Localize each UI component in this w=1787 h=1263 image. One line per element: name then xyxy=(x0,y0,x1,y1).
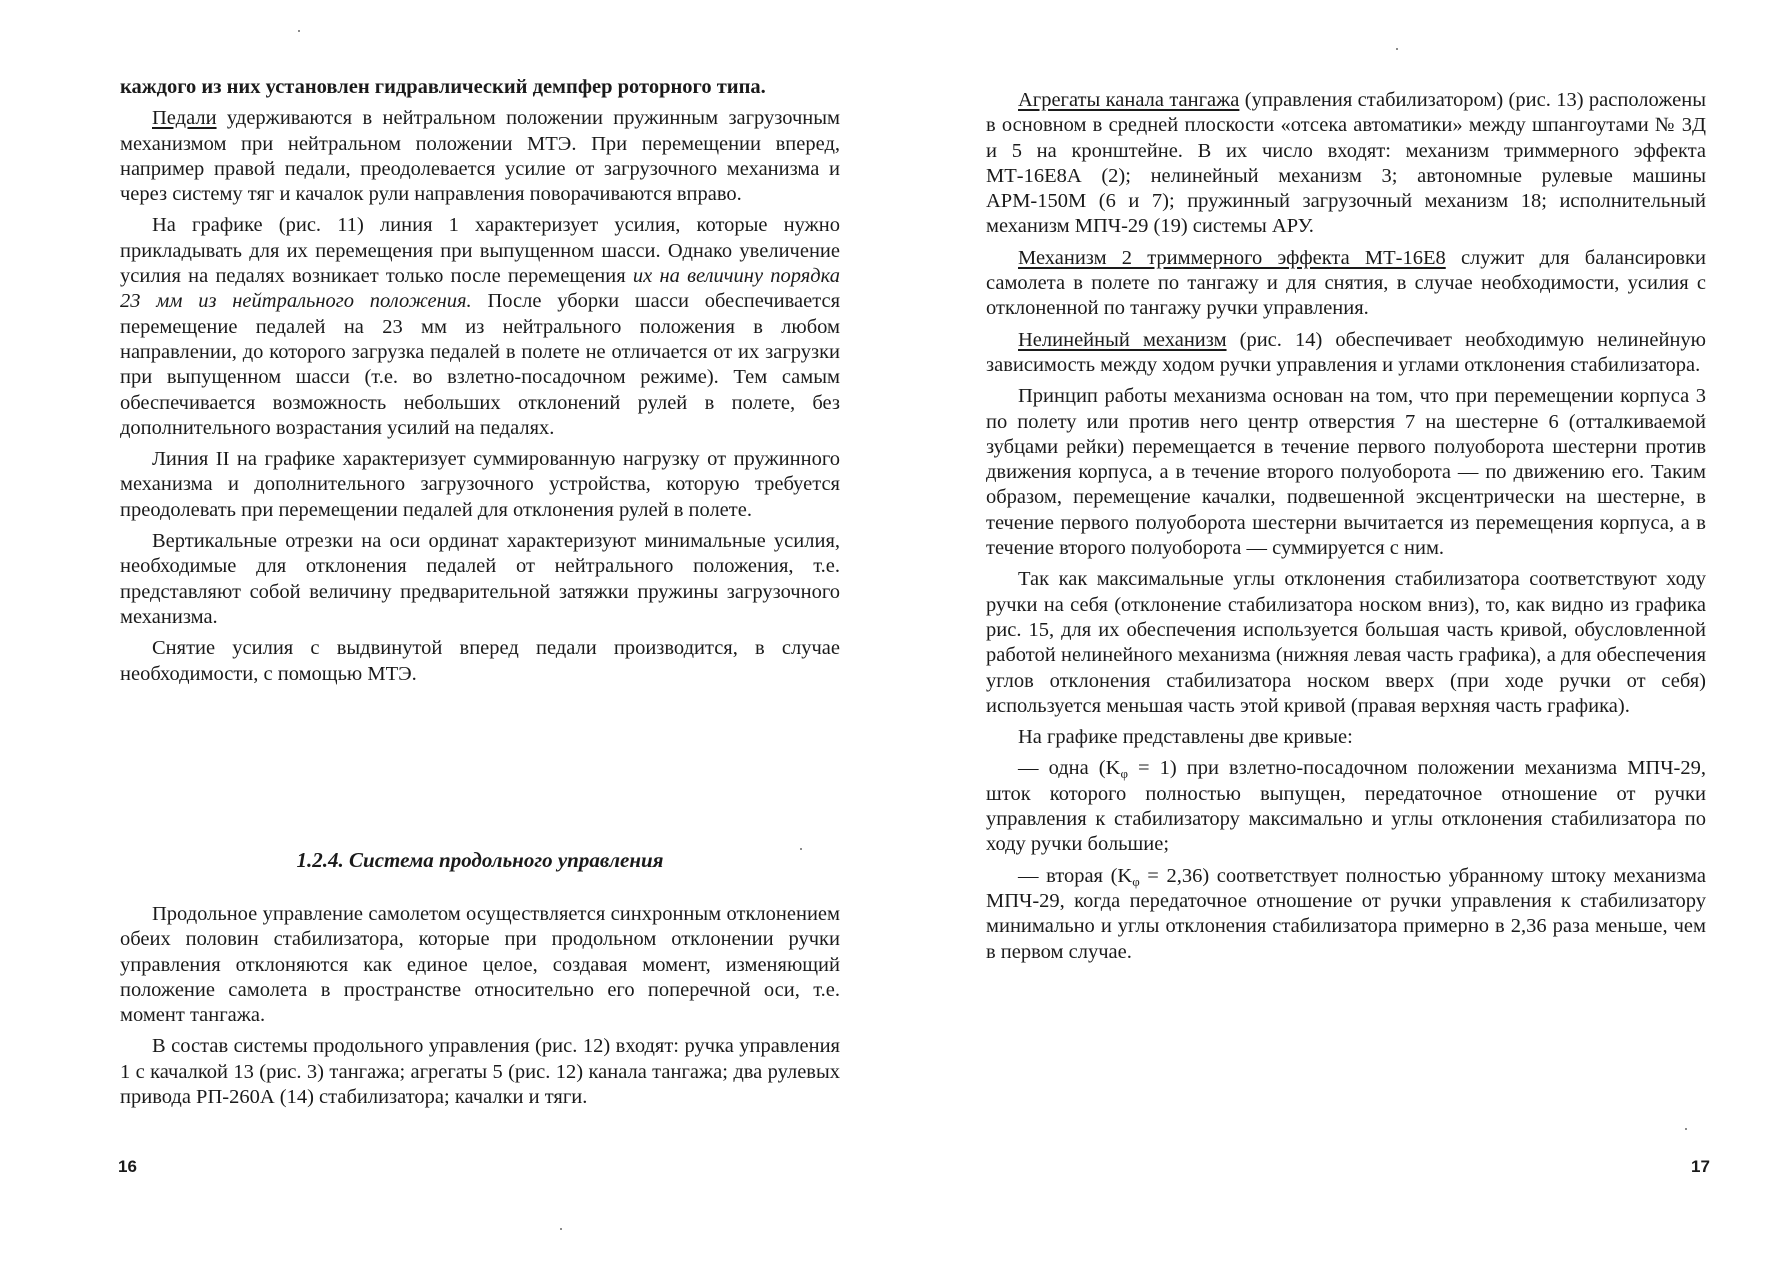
trim-paragraph xyxy=(986,246,1706,322)
graph-text-italic: их на величину порядка 23 мм из нейтрального положения. xyxy=(120,265,840,313)
trim-term: Механизм 2 триммерного эффекта МТ-16Е8 xyxy=(1018,246,1446,269)
curve1-subscript: φ xyxy=(1120,766,1128,782)
scan-speck xyxy=(800,848,802,850)
graph-paragraph xyxy=(120,213,840,441)
pedals-paragraph xyxy=(120,106,840,207)
curve2-subscript: φ xyxy=(1132,873,1140,889)
curve2-text-a: — вторая (K xyxy=(1018,864,1133,887)
scan-speck xyxy=(298,30,300,32)
nonlinear-term: Нелинейный механизм xyxy=(1018,328,1227,351)
left-text-bottom xyxy=(120,902,840,1116)
right-text xyxy=(986,88,1706,971)
principle-paragraph: Принцип работы механизма основан на том, что при перемещении корпуса 3 по полету или против него центр отверстия 7 на шестерне 6 (отталкиваемой зубцами рейки) перемещается в течение первого полуоборота шестерни против движения корпуса, а в течение второго полуоборота — по движению его. Таким образом, перемещение качалки, подвешенной эксцентрически на шестерне, в течение первого полуоборота шестерни вычитается из перемещения корпуса, а в течение второго полуоборота — суммируется с ним. xyxy=(986,385,1706,560)
right-page xyxy=(893,0,1787,1263)
line2-paragraph: Линия II на графике характеризует суммированную нагрузку от пружинного механизма и дополнительного загрузочного устройства, которую требуется преодолевать при перемещении педалей для отклонения рулей в полете. xyxy=(120,448,840,521)
graph-text-b: После уборки шасси обеспечивается перемещение педалей на 23 мм из нейтрального положения в любом направлении, до которого загрузка педалей в полете не отличается от их загрузки при выпущенном шасси (т.е. во взлетно-посадочном режиме). Тем самым обеспечивается возможность небольших отклонений рулей в полете, без дополнительного возрастания усилий на педалях. xyxy=(120,290,840,439)
longitudinal-paragraph: Продольное управление самолетом осуществляется синхронным отклонением обеих половин стабилизатора, которые при продольном отклонении ручки управления отклоняются как единое целое, создавая момент, изменяющий положение самолета в пространстве относительно его поперечной оси, т.е. момент тангажа. xyxy=(120,903,840,1027)
pedals-text: удерживаются в нейтральном положении пружинным загрузочным механизмом при нейтральном положении МТЭ. При перемещении вперед, например правой педали, преодолевается усилие от загрузочного механизма и через систему тяг и качалок рули направления поворачиваются вправо. xyxy=(120,107,840,206)
trim-text: служит для балансировки самолета в полете по тангажу и для снятия, в случае необходимости, усилия с отклоненной по тангажу ручки управления. xyxy=(986,246,1706,320)
nonlinear-paragraph xyxy=(986,328,1706,379)
left-text-top xyxy=(120,75,840,693)
scan-speck xyxy=(560,1228,562,1230)
section-heading: 1.2.4. Система продольного управления xyxy=(296,848,664,872)
scan-speck xyxy=(1396,48,1398,50)
graph-text-a: На графике (рис. 11) линия 1 характеризует усилия, которые нужно прикладывать для их перемещения при выпущенном шасси. Однако увеличение усилия на педалях возникает только после перемещения xyxy=(120,214,840,288)
pedals-term: Педали xyxy=(152,107,217,130)
scan-speck xyxy=(1685,1128,1687,1130)
nonlinear-text: (рис. 14) обеспечивает необходимую нелинейную зависимость между ходом ручки управления и углами отклонения стабилизатора. xyxy=(986,328,1706,376)
two-curves-paragraph: На графике представлены две кривые: xyxy=(1018,726,1353,749)
aggregates-term: Агрегаты канала тангажа xyxy=(1018,89,1240,111)
curve1-text-b: = 1) при взлетно-посадочном положении механизма МПЧ-29, шток которого полностью выпущен, передаточное отношение от ручки управления к стабилизатору максимально и углы отклонения стабилизатора по ходу ручки большие; xyxy=(986,757,1707,856)
removal-paragraph: Снятие усилия с выдвинутой вперед педали производится, в случае необходимости, с помощью МТЭ. xyxy=(120,637,840,685)
curve2-text-b: = 2,36) соответствует полностью убранному штоку механизма МПЧ-29, когда передаточное отношение от ручки управления к стабилизатору минимально и углы отклонения стабилизатора примерно в 2,36 раза меньше, чем в первом случае. xyxy=(986,864,1706,963)
vertical-paragraph: Вертикальные отрезки на оси ординат характеризуют минимальные усилия, необходимые для отклонения педалей от нейтрального положения, т.е. представляют собой величину предварительной затяжки пружины загрузочного механизма. xyxy=(120,530,840,628)
intro-paragraph: каждого из них установлен гидравлический демпфер роторного типа. xyxy=(120,76,766,98)
page-number-left: 16 xyxy=(118,1157,137,1176)
left-page xyxy=(0,0,893,1263)
aggregates-paragraph xyxy=(986,88,1706,240)
aggregates-text: (управления стабилизатором) (рис. 13) расположены в основном в средней плоскости «отсека автоматики» между шпангоутами № 3Д и 5 на кронштейне. В их число входят: механизм триммерного эффекта МТ-16Е8А (2); нелинейный механизм 3; автономные рулевые машины АРМ-150М (6 и 7); пружинный загрузочный механизм 18; исполнительный механизм МПЧ-29 (19) системы АРУ. xyxy=(986,89,1706,238)
page-number-right: 17 xyxy=(1691,1157,1710,1176)
curve1-text-a: — одна (K xyxy=(1018,757,1121,780)
max-angles-paragraph: Так как максимальные углы отклонения стабилизатора соответствуют ходу ручки на себя (отклонение стабилизатора носком вниз), то, как видно из графика рис. 15, для их обеспечения используется большая часть кривой, обусловленной работой нелинейного механизма (нижняя левая часть графика), а для обеспечения углов отклонения стабилизатора носком вверх (при ходе ручки от себя) используется меньшая часть этой кривой (правая верхняя часть графика). xyxy=(986,568,1706,717)
curve1-paragraph xyxy=(986,756,1706,857)
curve2-paragraph xyxy=(986,864,1706,965)
composition-paragraph: В состав системы продольного управления (рис. 12) входят: ручка управления 1 с качалкой 13 (рис. 3) тангажа; агрегаты 5 (рис. 12) канала тангажа; два рулевых привода РП-260А (14) стабилизатора; качалки и тяги. xyxy=(120,1035,840,1109)
